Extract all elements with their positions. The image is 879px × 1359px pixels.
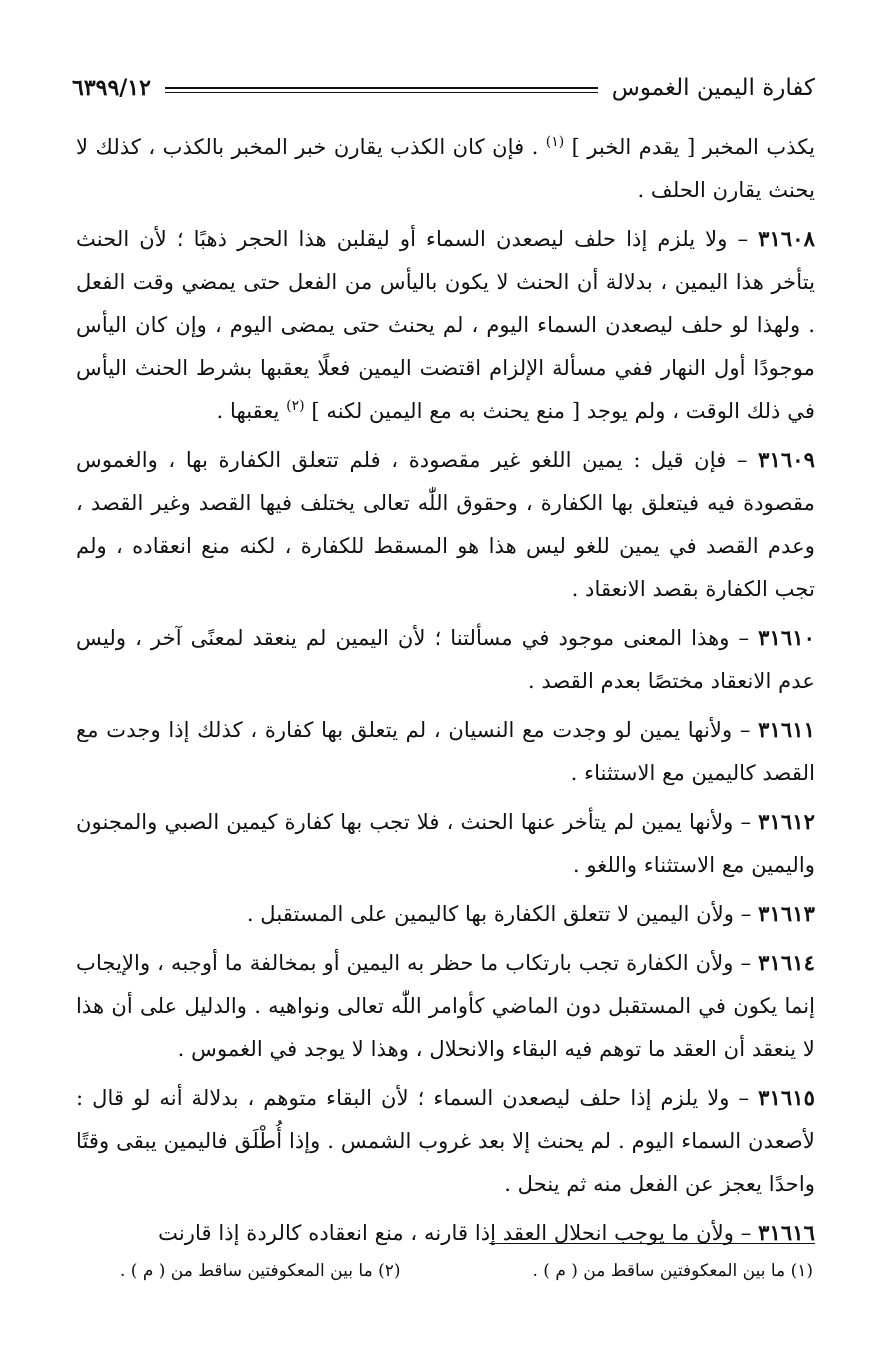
paragraph bbox=[76, 1211, 815, 1254]
paragraph-number: ٣١٦١٠ bbox=[758, 625, 815, 650]
paragraph bbox=[76, 217, 815, 432]
paragraph-text: يكذب المخبر [ يقدم الخبر ] bbox=[564, 134, 815, 159]
paragraph-text-cont: . فإن كان الكذب يقارن خبر المخبر بالكذب ، كذلك لا يحنث يقارن الحلف . bbox=[76, 134, 815, 202]
paragraph-text: – ولأن ما يوجب انحلال العقد إذا قارنه ، منع انعقاده كالردة إذا قارنت bbox=[158, 1220, 759, 1245]
paragraph-text: – وهذا المعنى موجود في مسألتنا ؛ لأن اليمين لم ينعقد لمعنًى آخر ، وليس عدم الانعقاد مختصًا بعدم القصد . bbox=[76, 625, 815, 693]
page-reference: ٦٣٩٩/١٢ bbox=[72, 75, 151, 101]
footnotes bbox=[120, 1256, 813, 1286]
paragraph-number: ٣١٦١١ bbox=[758, 717, 815, 742]
paragraph bbox=[76, 1076, 815, 1205]
paragraph bbox=[76, 438, 815, 610]
paragraph-number: ٣١٦١٢ bbox=[758, 809, 815, 834]
paragraph bbox=[76, 800, 815, 886]
paragraph-number: ٣١٦٠٨ bbox=[758, 226, 815, 251]
paragraph-number: ٣١٦١٤ bbox=[758, 950, 815, 975]
paragraph-number: ٣١٦١٣ bbox=[758, 901, 815, 926]
paragraph-number: ٣١٦٠٩ bbox=[758, 447, 815, 472]
paragraph-text: – ولأن اليمين لا تتعلق الكفارة بها كاليمين على المستقبل . bbox=[246, 901, 759, 926]
running-head bbox=[72, 70, 815, 106]
footnote bbox=[120, 1256, 401, 1286]
footnote-text: ما بين المعكوفتين ساقط من ( م ) . bbox=[120, 1261, 379, 1281]
paragraph-number: ٣١٦١٥ bbox=[758, 1085, 815, 1110]
paragraph-text: – ولأنها يمين لم يتأخر عنها الحنث ، فلا تجب بها كفارة كيمين الصبي والمجنون واليمين مع الاستثناء واللغو . bbox=[76, 809, 815, 877]
running-head-title: كفارة اليمين الغموس bbox=[611, 75, 815, 101]
footnote bbox=[532, 1256, 813, 1286]
footnote-separator bbox=[489, 1243, 815, 1244]
paragraph bbox=[76, 708, 815, 794]
paragraph bbox=[76, 892, 815, 935]
paragraph-number: ٣١٦١٦ bbox=[758, 1220, 815, 1245]
footnote-text: ما بين المعكوفتين ساقط من ( م ) . bbox=[532, 1261, 791, 1281]
running-head-rule bbox=[165, 87, 598, 93]
paragraph-text: – ولا يلزم إذا حلف ليصعدن السماء ؛ لأن البقاء متوهم ، بدلالة أنه لو قال : لأصعدن السماء اليوم . لم يحنث إلا بعد غروب الشمس . وإذا أُطْلَق فاليمين يبقى وقتًا واحدًا يعجز عن الفعل منه ثم ينحل . bbox=[76, 1085, 815, 1196]
paragraph-text: – ولأنها يمين لو وجدت مع النسيان ، لم يتعلق بها كفارة ، كذلك إذا وجدت مع القصد كاليمين مع الاستثناء . bbox=[76, 717, 815, 785]
footnote-ref: (١) bbox=[545, 133, 565, 150]
footnote-label: (١) bbox=[790, 1261, 813, 1281]
paragraph-text: – فإن قيل : يمين اللغو غير مقصودة ، فلم تتعلق الكفارة بها ، والغموس مقصودة فيه فيتعلق بها الكفارة ، وحقوق اللّٰه تعالى يختلف فيها القصد وغير القصد ، وعدم القصد في يمين للغو ليس هذا هو المسقط للكفارة ، لكنه منع انعقاده ، ولم تجب الكفارة بقصد الانعقاد . bbox=[76, 447, 815, 601]
footnote-label: (٢) bbox=[378, 1261, 401, 1281]
paragraph-text: – ولأن الكفارة تجب بارتكاب ما حظر به اليمين أو بمخالفة ما أوجبه ، والإيجاب إنما يكون في المستقبل دون الماضي كأوامر اللّٰه تعالى ونواهيه . والدليل على أن هذا لا ينعقد أن العقد ما توهم فيه البقاء والانحلال ، وهذا لا يوجد في الغموس . bbox=[76, 950, 815, 1061]
footnote-ref: (٢) bbox=[286, 397, 305, 414]
paragraph bbox=[76, 125, 815, 211]
paragraph-text-cont: يعقبها . bbox=[216, 398, 287, 423]
paragraph bbox=[76, 941, 815, 1070]
paragraph-text: – ولا يلزم إذا حلف ليصعدن السماء أو ليقلبن هذا الحجر ذهبًا ؛ لأن الحنث يتأخر هذا اليمين ، بدلالة أن الحنث لا يكون باليأس من الفعل حتى يمضي وقت الفعل . ولهذا لو حلف ليصعدن السماء اليوم ، لم يحنث حتى يمضى اليوم ، وإن كان اليأس موجودًا أول النهار ففي مسألة الإلزام اقتضت اليمين فعلًا يعقبها بشرط الحنث اليأس في ذلك الوقت ، ولم يوجد [ منع يحنث به مع اليمين لكنه ] bbox=[76, 226, 815, 423]
body-text bbox=[76, 125, 815, 1260]
paragraph bbox=[76, 616, 815, 702]
